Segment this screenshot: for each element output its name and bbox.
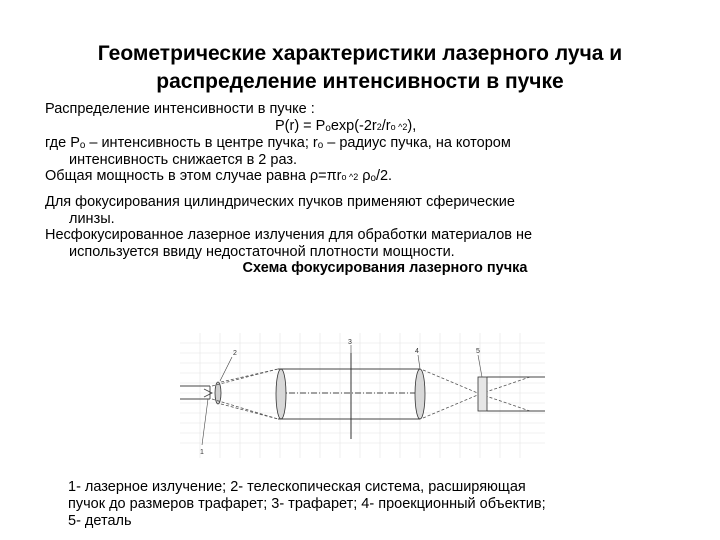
projection-lens [415,369,425,419]
label-3: 3 [348,339,352,346]
caption-line-2: пучок до размеров трафарет; 3- трафарет; 4- проекционный объектив; [68,496,546,512]
formula [45,118,685,136]
collimating-lens [276,369,286,419]
formula-part: P(r) = Pₒexp(-2r [275,117,377,134]
formula-sub: 2 [376,121,382,132]
title-line-1: Геометрические характеристики лазерного луча и [97,42,623,65]
focusing-scheme-diagram [180,333,545,458]
paragraph-definitions-line1: где Pₒ – интенсивность в центре пучка; rₒ – радиус пучка, на котором [45,135,511,152]
caption-line-1: 1- лазерное излучение; 2- телескопическая система, расширяющая [68,479,526,495]
expansion-rays [212,369,278,419]
incoming-beam [180,386,212,399]
formula-part: ), [407,117,417,134]
paragraph-unfocused-line2: используется ввиду недостаточной плотности мощности. [69,243,455,260]
label-5: 5 [476,348,480,355]
label-2: 2 [233,350,237,357]
body-text [45,101,685,277]
formula-sub: o ^2 [390,121,408,132]
power-part: Общая мощность в этом случае равна ρ=πr [45,168,342,185]
diagram-title: Схема фокусирования лазерного пучка [242,260,528,277]
power-sub: o ^2 [341,172,359,183]
paragraph-definitions-line2: интенсивность снижается в 2 раз. [69,151,298,168]
label-4: 4 [415,348,419,355]
formula-part: /r [381,117,391,134]
paragraph-focusing-line2: линзы. [69,210,115,227]
paragraph-intensity: Распределение интенсивности в пучке : [45,101,315,117]
slide-title [40,40,680,96]
workpiece [478,377,545,411]
expanded-beam [278,369,420,419]
label-1: 1 [200,449,204,456]
diagram-caption [68,479,668,530]
caption-line-3: 5- деталь [68,513,132,529]
paragraph-focusing-line1: Для фокусирования цилиндрических пучков применяют сферические [45,193,515,210]
title-line-2: распределение интенсивности в пучке [156,70,564,93]
paragraph-total-power [45,168,685,186]
paragraph-unfocused-line1: Несфокусированное лазерное излучения для обработки материалов не [45,227,533,244]
power-part: ρₒ/2. [358,168,393,185]
